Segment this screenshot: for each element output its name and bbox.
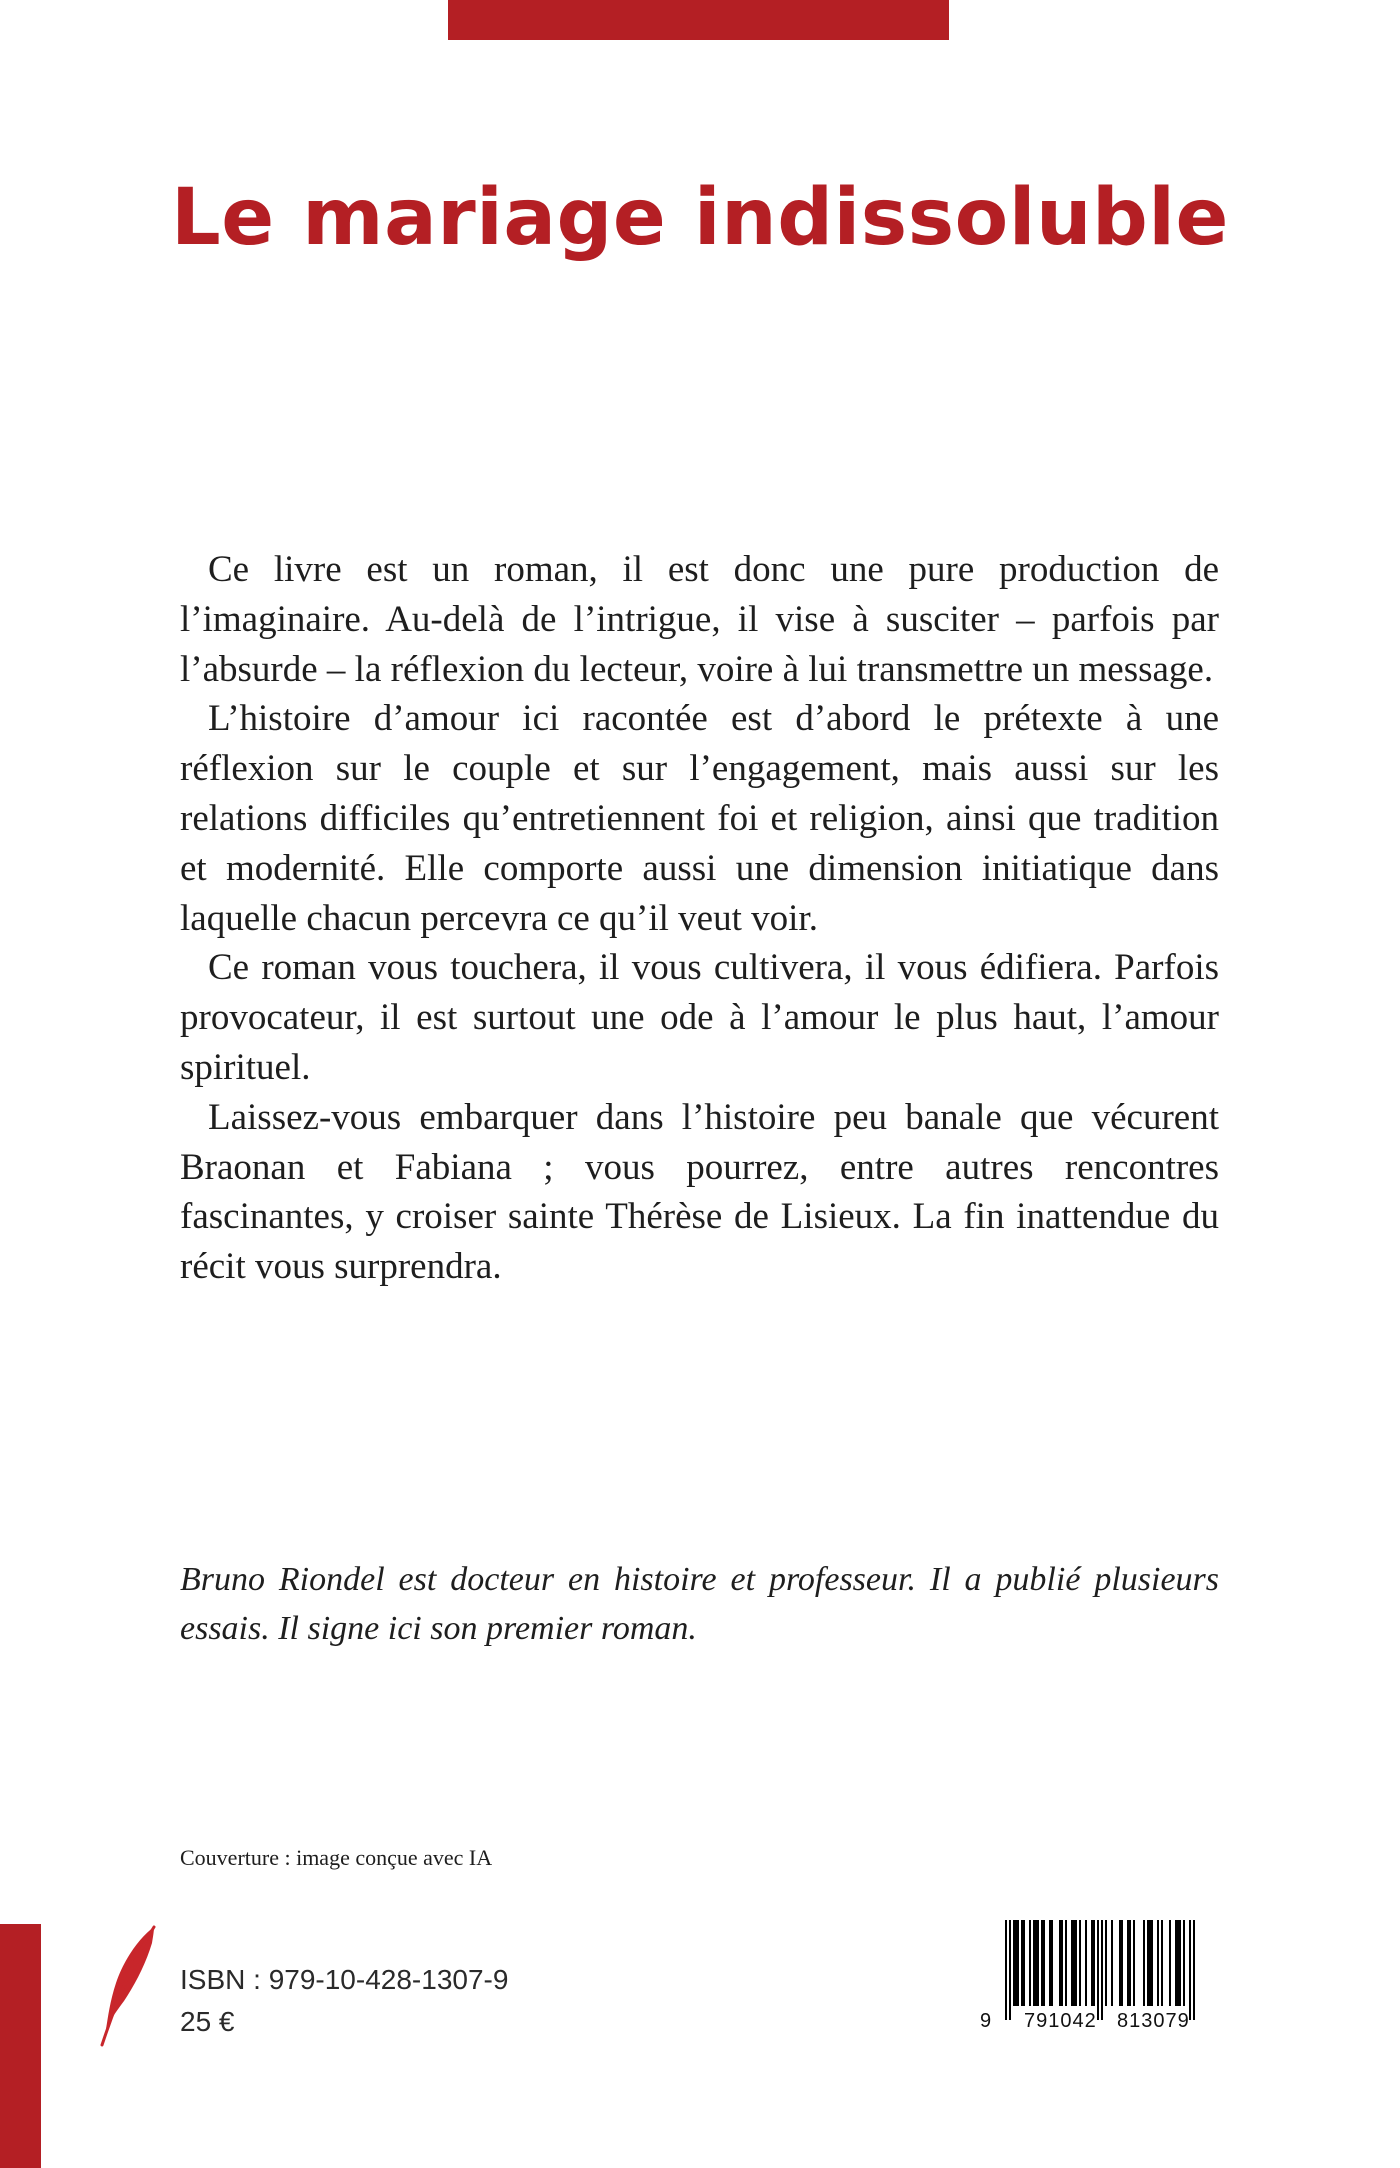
cover-credit: Couverture : image conçue avec IA bbox=[180, 1845, 493, 1870]
barcode-bar bbox=[1093, 1920, 1095, 2006]
barcode-bar bbox=[1073, 1920, 1075, 2006]
book-blurb bbox=[180, 545, 1219, 1292]
barcode-bar bbox=[1065, 1920, 1067, 2006]
barcode-bar bbox=[1029, 1920, 1031, 2006]
barcode-bar bbox=[1033, 1920, 1035, 2006]
barcode-guard-bar bbox=[1005, 1920, 1007, 2020]
feather-icon bbox=[96, 1925, 156, 2047]
barcode-guard-bar bbox=[1101, 1920, 1103, 2020]
blurb-paragraph: Ce roman vous touchera, il vous cultivera, il vous édifiera. Parfois provocateur, il est surtout une ode à l’amour le plus haut, l’amour spirituel. bbox=[180, 947, 1219, 1088]
barcode-bar bbox=[1059, 1920, 1061, 2006]
barcode-bar bbox=[1017, 1920, 1019, 2006]
barcode-bar bbox=[1175, 1920, 1177, 2006]
barcode-bar bbox=[1177, 1920, 1179, 2006]
barcode-right-digits: 813079 bbox=[1117, 2010, 1190, 2032]
barcode-guard-bar bbox=[1097, 1920, 1099, 2020]
barcode-bar bbox=[1035, 1920, 1037, 2006]
barcode-bar bbox=[1179, 1920, 1181, 2006]
blurb-paragraph: L’histoire d’amour ici racontée est d’abord le prétexte à une réflexion sur le couple et sur l’engagement, mais aussi sur les relations difficiles qu’entretiennent foi et religion, ainsi que tradition et modernité. Elle comporte aussi une dimension initiatique dans laquelle chacun percevra ce qu’il veut voir. bbox=[180, 698, 1219, 939]
top-accent-bar bbox=[448, 0, 949, 40]
barcode-bar bbox=[1133, 1920, 1135, 2006]
side-accent-bar bbox=[0, 1924, 41, 2168]
barcode-bar bbox=[1037, 1920, 1039, 2006]
barcode-bar bbox=[1071, 1920, 1073, 2006]
barcode-bar bbox=[1061, 1920, 1063, 2006]
blurb-paragraph: Laissez-vous embarquer dans l’histoire peu banale que vécurent Braonan et Fabiana ; vous pourrez, entre autres rencontres fascinantes, y croiser sainte Thérèse de Lisieux. La fin inattendue du récit vous surprendra. bbox=[180, 1096, 1219, 1288]
barcode-bar bbox=[1183, 1920, 1185, 2006]
barcode-bar bbox=[1023, 1920, 1025, 2006]
barcode-bar bbox=[1085, 1920, 1087, 2006]
barcode-guard-bar bbox=[1189, 1920, 1191, 2020]
barcode-bar bbox=[1119, 1920, 1121, 2006]
barcode-guard-bar bbox=[1009, 1920, 1011, 2020]
author-note: Bruno Riondel est docteur en histoire et professeur. Il a publié plusieurs essais. Il signe ici son premier roman. bbox=[180, 1561, 1219, 1647]
barcode-bar bbox=[1127, 1920, 1129, 2006]
barcode-bar bbox=[1051, 1920, 1053, 2006]
barcode-bar bbox=[1143, 1920, 1145, 2006]
barcode-bar bbox=[1049, 1920, 1051, 2006]
isbn-number: ISBN : 979-10-428-1307-9 bbox=[180, 1964, 509, 1995]
barcode-bar bbox=[1043, 1920, 1045, 2006]
barcode-left-digits: 791042 bbox=[1024, 2010, 1097, 2032]
barcode-bar bbox=[1015, 1920, 1017, 2006]
barcode-bar bbox=[1147, 1920, 1149, 2006]
barcode-bar bbox=[1157, 1920, 1159, 2006]
barcode-bar bbox=[1121, 1920, 1123, 2006]
barcode-bar bbox=[1021, 1920, 1023, 2006]
barcode-guard-bar bbox=[1193, 1920, 1195, 2020]
barcode-bar bbox=[1169, 1920, 1171, 2006]
barcode-bar bbox=[1091, 1920, 1093, 2006]
barcode-bar bbox=[1161, 1920, 1163, 2006]
barcode-bar bbox=[1105, 1920, 1107, 2006]
blurb-paragraph: Ce livre est un roman, il est donc une pure production de l’imaginaire. Au-delà de l’intrigue, il vise à susciter – parfois par l’absurde – la réflexion du lecteur, voire à lui transmettre un message. bbox=[180, 549, 1219, 690]
barcode-lead-digit: 9 bbox=[980, 2010, 992, 2032]
price: 25 € bbox=[180, 2006, 235, 2037]
barcode-bar bbox=[1075, 1920, 1077, 2006]
barcode-bar bbox=[1129, 1920, 1131, 2006]
barcode-bar bbox=[1151, 1920, 1153, 2006]
book-title: Le mariage indissoluble bbox=[171, 173, 1229, 263]
barcode-bar bbox=[1079, 1920, 1081, 2006]
barcode bbox=[975, 1918, 1219, 2036]
barcode-bar bbox=[1013, 1920, 1015, 2006]
barcode-bar bbox=[1149, 1920, 1151, 2006]
barcode-bar bbox=[1111, 1920, 1113, 2006]
barcode-bar bbox=[1041, 1920, 1043, 2006]
